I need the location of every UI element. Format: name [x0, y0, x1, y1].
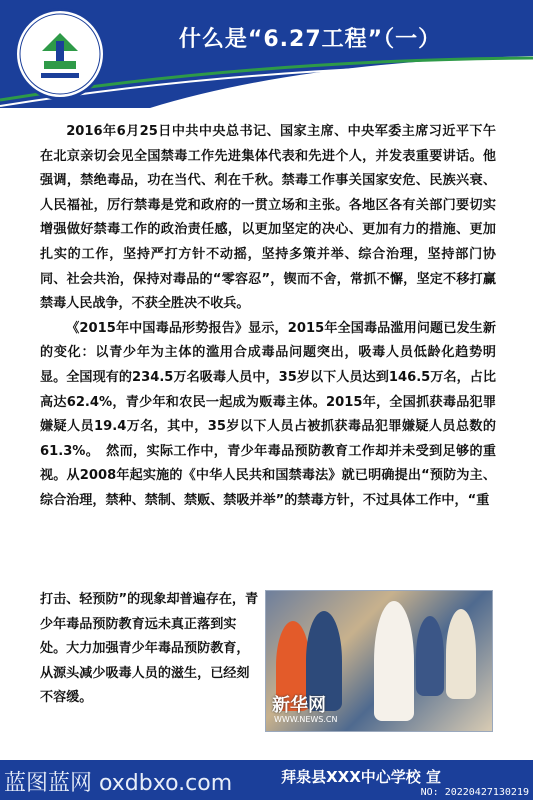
article-body	[40, 120, 496, 514]
photo-caption: 新华网	[272, 695, 326, 716]
news-photo	[265, 590, 493, 732]
footer-watermark: 蓝图蓝网 oxdbxo.com	[4, 771, 233, 796]
paragraph-1: 2016年6月25日中共中央总书记、国家主席、中央军委主席习近平下午在北京亲切会见全国禁毒工作先进集体代表和先进个人，并发表重要讲话。他强调，禁绝毒品，功在当代、利在千秋。禁毒工作事关国家安危、民族兴衰、人民福祉，厉行禁毒是党和政府的一贯立场和主张。各地区各有关部门要切实增强做好禁毒工作的政治责任感，以更加坚定的决心、更加有力的措施、更加扎实的工作，坚持严打方针不动摇，坚持多策并举、综合治理，坚持部门协同、社会共治，保持对毒品的“零容忍”，锲而不舍，常抓不懈，坚定不移打赢禁毒人民战争，不获全胜决不收兵。	[40, 124, 496, 312]
commission-logo	[14, 8, 106, 100]
footer-id: NO: 20220427130219	[420, 787, 529, 798]
photo-url: WWW.NEWS.CN	[274, 715, 338, 724]
paragraph-3: 打击、轻预防”的现象却普遍存在，青少年毒品预防教育远未真正落到实处。大力加强青少年毒品预防教育，从源头减少吸毒人员的滋生，已经刻不容缓。	[40, 592, 259, 706]
paragraph-2: 《2015年中国毒品形势报告》显示，2015年全国毒品滥用问题已发生新的变化：以青少年为主体的滥用合成毒品问题突出，吸毒人员低龄化趋势明显。全国现有的234.5万名吸毒人员中，35岁以下人员达到146.5万名，占比高达62.4%，青少年和农民一起成为贩毒主体。2015年，全国抓获毒品犯罪嫌疑人员19.4万名，其中，35岁以下人员占被抓获毒品犯罪嫌疑人员总数的61.3%。 然而，实际工作中，青少年毒品预防教育工作却并未受到足够的重视。从2008年起实施的《中华人民共和国禁毒法》就已明确提出“预防为主、综合治理，禁种、禁制、禁贩、禁吸并举”的禁毒方针，不过具体工作中，“重	[40, 320, 496, 508]
footer-school-name: 拜泉县XXX中心学校 宣	[281, 768, 441, 786]
page-title: 什么是“6.27工程”（一）	[178, 27, 442, 52]
header-banner	[0, 0, 533, 112]
